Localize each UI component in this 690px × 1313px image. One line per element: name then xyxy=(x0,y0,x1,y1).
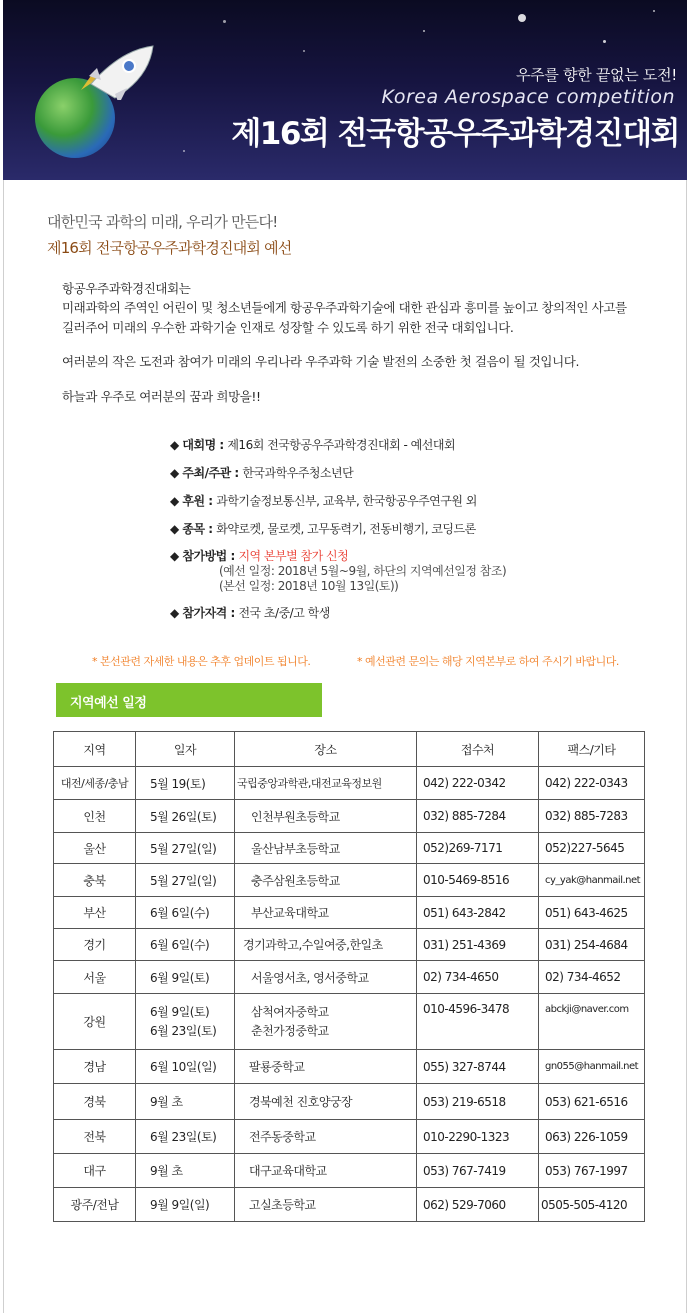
rocket-icon xyxy=(71,40,161,100)
cell-region: 전북 xyxy=(54,1120,136,1154)
cell-fax: 063) 226-1059 xyxy=(539,1120,645,1154)
info-value: 한국과학우주청소년단 xyxy=(242,466,354,480)
schedule-title: 지역예선 일정 xyxy=(70,696,147,711)
cell-venue: 울산남부초등학교 xyxy=(235,833,417,864)
cell-contact: 010-2290-1323 xyxy=(417,1120,539,1154)
cell-venue: 충주삼원초등학교 xyxy=(235,864,417,897)
info-host xyxy=(170,464,353,481)
intro-paragraph-line: 항공우주과학경진대회는 xyxy=(62,281,191,296)
cell-email: gn055@hanmail.net xyxy=(539,1050,645,1084)
info-label: ◆ 종목 : xyxy=(170,522,217,536)
cell-venue: 경기과학고,수일여중,한일초 xyxy=(235,929,417,961)
table-row xyxy=(54,1084,645,1120)
info-value: 제16회 전국항공우주과학경진대회 - 예선대회 xyxy=(227,438,456,452)
star-icon xyxy=(223,20,226,23)
table-row xyxy=(54,833,645,864)
cell-date: 6월 6일(수) xyxy=(136,897,235,929)
info-qualification xyxy=(170,604,330,621)
table-row xyxy=(54,1050,645,1084)
column-header-venue: 장소 xyxy=(235,732,417,767)
cell-contact: 052)269-7171 xyxy=(417,833,539,864)
cell-email: abckji@naver.com xyxy=(539,994,645,1050)
cell-venue: 대구교육대학교 xyxy=(235,1154,417,1188)
cell-region: 서울 xyxy=(54,961,136,994)
cell-region: 경기 xyxy=(54,929,136,961)
cell-fax: 031) 254-4684 xyxy=(539,929,645,961)
cell-region: 경북 xyxy=(54,1084,136,1120)
info-events xyxy=(170,520,476,537)
cell-venue: 고실초등학교 xyxy=(235,1188,417,1222)
cell-fax: 042) 222-0343 xyxy=(539,767,645,800)
intro-subheading: 제16회 전국항공우주과학경진대회 예선 xyxy=(47,239,292,257)
table-header-row xyxy=(54,732,645,767)
schedule-table xyxy=(53,731,645,1222)
star-icon xyxy=(653,10,655,12)
info-method-note: (예선 일정: 2018년 5월~9월, 하단의 지역예선일정 참조) xyxy=(219,564,507,578)
page-border-right xyxy=(686,180,687,1313)
cell-venue: 팔룡중학교 xyxy=(235,1050,417,1084)
cell-fax: 032) 885-7283 xyxy=(539,800,645,833)
cell-contact: 053) 219-6518 xyxy=(417,1084,539,1120)
cell-region: 경남 xyxy=(54,1050,136,1084)
column-header-contact: 접수처 xyxy=(417,732,539,767)
table-row xyxy=(54,961,645,994)
cell-region: 강원 xyxy=(54,994,136,1050)
info-method-note: (본선 일정: 2018년 10월 13일(토)) xyxy=(219,579,399,593)
info-label: ◆ 후원 : xyxy=(170,494,217,508)
cell-fax: 0505-505-4120 xyxy=(539,1188,645,1222)
page-border-left xyxy=(3,180,4,1313)
cell-date xyxy=(136,994,235,1050)
cell-region: 울산 xyxy=(54,833,136,864)
cell-venue: 경북예천 진호양궁장 xyxy=(235,1084,417,1120)
cell-fax: 053) 767-1997 xyxy=(539,1154,645,1188)
cell-venue: 전주동중학교 xyxy=(235,1120,417,1154)
info-value: 화약로켓, 물로켓, 고무동력기, 전동비행기, 코딩드론 xyxy=(216,522,476,536)
intro-paragraph-line: 미래과학의 주역인 어린이 및 청소년들에게 항공우주과학기술에 대한 관심과 흥미를 높이고 창의적인 사고를 xyxy=(62,300,627,315)
cell-contact: 010-5469-8516 xyxy=(417,864,539,897)
cell-contact: 02) 734-4650 xyxy=(417,961,539,994)
cell-date: 9월 9일(일) xyxy=(136,1188,235,1222)
cell-date: 5월 19(토) xyxy=(136,767,235,800)
cell-venue: 서울영서초, 영서중학교 xyxy=(235,961,417,994)
cell-contact: 042) 222-0342 xyxy=(417,767,539,800)
cell-region: 광주/전남 xyxy=(54,1188,136,1222)
info-label: ◆ 참가방법 : xyxy=(170,549,239,563)
star-icon xyxy=(183,150,185,152)
cell-fax: 02) 734-4652 xyxy=(539,961,645,994)
table-row xyxy=(54,897,645,929)
info-label: ◆ 주최/주관 : xyxy=(170,466,243,480)
cell-fax: 053) 621-6516 xyxy=(539,1084,645,1120)
star-icon xyxy=(423,30,425,32)
table-row xyxy=(54,767,645,800)
info-value-highlight: 지역 본부별 참가 신청 xyxy=(238,549,349,563)
cell-date: 6월 10일(일) xyxy=(136,1050,235,1084)
table-row xyxy=(54,800,645,833)
cell-contact: 055) 327-8744 xyxy=(417,1050,539,1084)
column-header-region: 지역 xyxy=(54,732,136,767)
cell-contact: 053) 767-7419 xyxy=(417,1154,539,1188)
info-value: 전국 초/중/고 학생 xyxy=(238,606,330,620)
table-row xyxy=(54,929,645,961)
note-final: * 본선관련 자세한 내용은 추후 업데이트 됩니다. xyxy=(92,655,311,668)
date-line: 6월 9일(토) xyxy=(150,1004,210,1019)
hero-main-title: 제16회 전국항공우주과학경진대회 xyxy=(231,116,679,152)
cell-date: 6월 23일(토) xyxy=(136,1120,235,1154)
cell-date: 6월 9일(토) xyxy=(136,961,235,994)
cell-region: 대전/세종/충남 xyxy=(54,767,136,800)
cell-region: 대구 xyxy=(54,1154,136,1188)
cell-contact: 031) 251-4369 xyxy=(417,929,539,961)
schedule-title-bar xyxy=(56,683,322,717)
cell-venue: 인천부원초등학교 xyxy=(235,800,417,833)
hero-tagline: 우주를 향한 끝없는 도전! xyxy=(515,66,677,84)
cell-date: 6월 6일(수) xyxy=(136,929,235,961)
table-row xyxy=(54,1188,645,1222)
venue-line: 삼척여자중학교 xyxy=(251,1004,329,1019)
cell-date: 5월 27일(일) xyxy=(136,864,235,897)
hero-english-title: Korea Aerospace competition xyxy=(381,86,675,108)
venue-line: 춘천가정중학교 xyxy=(251,1023,329,1038)
intro-paragraph: 여러분의 작은 도전과 참여가 미래의 우리나라 우주과학 기술 발전의 소중한 첫 걸음이 될 것입니다. xyxy=(62,354,580,369)
cell-date: 9월 초 xyxy=(136,1154,235,1188)
cell-region: 충북 xyxy=(54,864,136,897)
column-header-date: 일자 xyxy=(136,732,235,767)
cell-region: 부산 xyxy=(54,897,136,929)
star-icon xyxy=(303,50,305,52)
cell-fax: 051) 643-4625 xyxy=(539,897,645,929)
cell-contact: 032) 885-7284 xyxy=(417,800,539,833)
info-value: 과학기술정보통신부, 교육부, 한국항공우주연구원 외 xyxy=(216,494,477,508)
cell-venue xyxy=(235,994,417,1050)
cell-date: 5월 27일(일) xyxy=(136,833,235,864)
cell-fax: 052)227-5645 xyxy=(539,833,645,864)
info-label: ◆ 대회명 : xyxy=(170,438,228,452)
hero-banner xyxy=(3,0,687,180)
cell-venue: 국립중앙과학관,대전교육정보원 xyxy=(235,767,417,800)
column-header-fax: 팩스/기타 xyxy=(539,732,645,767)
cell-date: 5월 26일(토) xyxy=(136,800,235,833)
date-line: 6월 23일(토) xyxy=(150,1023,217,1038)
cell-contact: 062) 529-7060 xyxy=(417,1188,539,1222)
cell-venue: 부산교육대학교 xyxy=(235,897,417,929)
table-row xyxy=(54,864,645,897)
table-row xyxy=(54,1120,645,1154)
star-icon xyxy=(603,40,606,43)
cell-email: cy_yak@hanmail.net xyxy=(539,864,645,897)
note-inquiry: * 예선관련 문의는 해당 지역본부로 하여 주시기 바랍니다. xyxy=(357,655,619,668)
intro-heading: 대한민국 과학의 미래, 우리가 만든다! xyxy=(47,213,278,231)
cell-region: 인천 xyxy=(54,800,136,833)
intro-closing: 하늘과 우주로 여러분의 꿈과 희망을!! xyxy=(62,389,261,404)
cell-contact: 051) 643-2842 xyxy=(417,897,539,929)
cell-contact: 010-4596-3478 xyxy=(417,994,539,1050)
info-competition-name xyxy=(170,436,455,453)
info-label: ◆ 참가자격 : xyxy=(170,606,239,620)
star-icon xyxy=(518,14,526,22)
intro-paragraph-line: 길러주어 미래의 우수한 과학기술 인재로 성장할 수 있도록 하기 위한 전국 대회입니다. xyxy=(62,320,514,335)
cell-date: 9월 초 xyxy=(136,1084,235,1120)
table-row xyxy=(54,1154,645,1188)
table-row xyxy=(54,994,645,1050)
info-sponsor xyxy=(170,492,477,509)
